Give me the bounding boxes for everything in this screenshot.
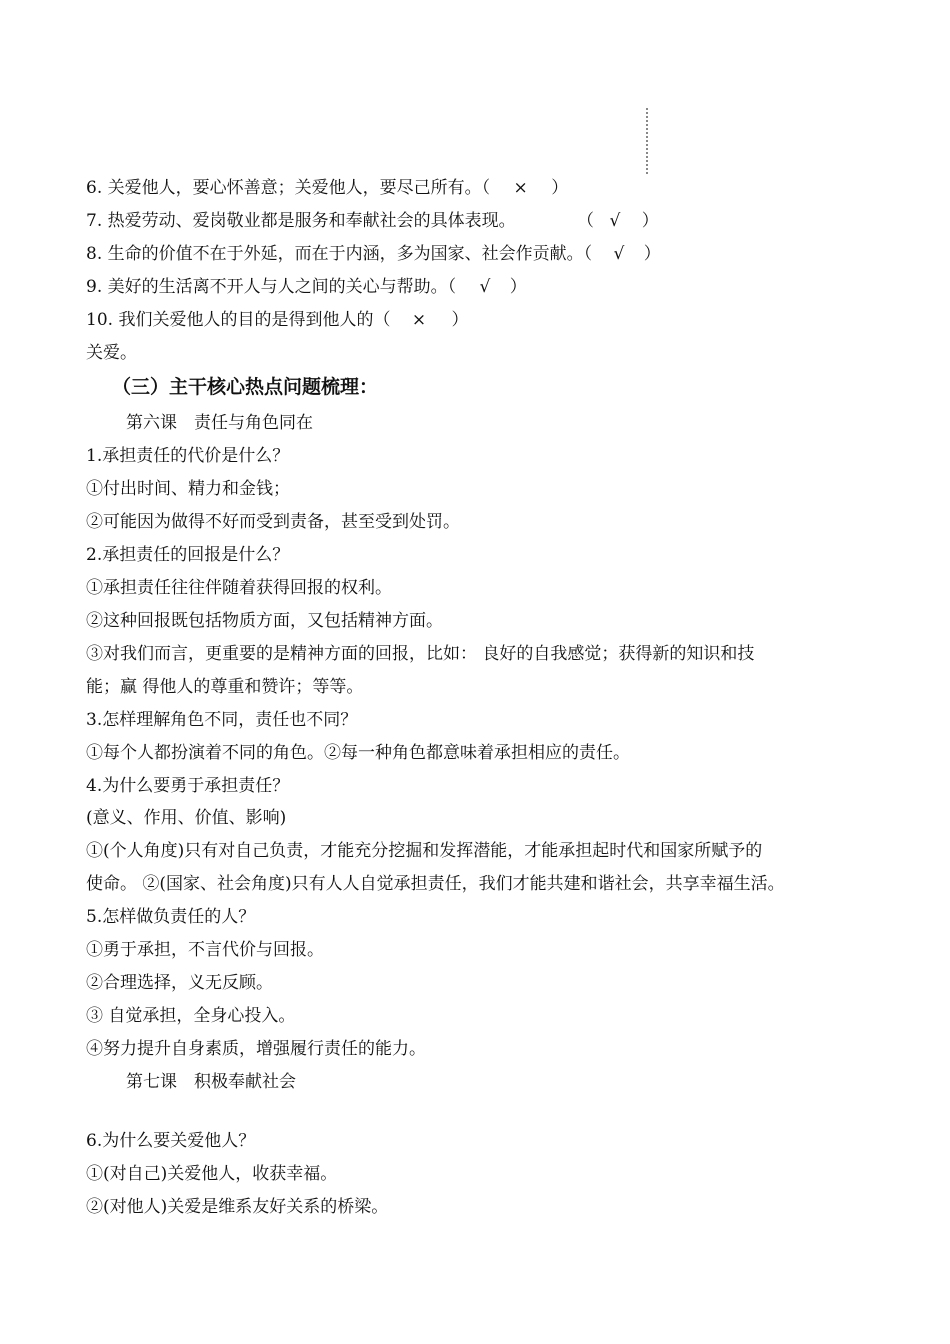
text-line: ②可能因为做得不好而受到责备，甚至受到处罚。: [86, 512, 460, 532]
judge-item: 10. 我们关爱他人的目的是得到他人的（ × ）: [86, 310, 469, 330]
text-line: 1.承担责任的代价是什么？: [86, 446, 290, 466]
judge-tail: 关爱。: [86, 343, 137, 363]
text-line: ④努力提升自身素质，增强履行责任的能力。: [86, 1039, 426, 1059]
text-line: ①每个人都扮演着不同的角色。②每一种角色都意味着承担相应的责任。: [86, 743, 630, 763]
judge-item: 9. 美好的生活离不开人与人之间的关心与帮助。（ √ ）: [86, 277, 527, 297]
text-line: 3.怎样理解角色不同，责任也不同？: [86, 710, 358, 730]
text-line: 5.怎样做负责任的人？: [86, 907, 256, 927]
text-line: 4.为什么要勇于承担责任？: [86, 776, 290, 796]
text-line: 能；赢 得他人的尊重和赞许；等等。: [86, 677, 364, 697]
judge-mark: √: [613, 244, 625, 264]
judge-mark: √: [609, 211, 621, 231]
text-line: ②合理选择，义无反顾。: [86, 973, 273, 993]
text-line: 2.承担责任的回报是什么？: [86, 545, 290, 565]
text-line: ②这种回报既包括物质方面，又包括精神方面。: [86, 611, 443, 631]
judge-mark: √: [479, 277, 491, 297]
judge-item: 8. 生命的价值不在于外延，而在于内涵，多为国家、社会作贡献。（ √ ）: [86, 244, 661, 264]
lesson-title: 第六课 责任与角色同在: [126, 413, 313, 433]
text-line: 使命。 ②(国家、社会角度)只有人人自觉承担责任，我们才能共建和谐社会，共享幸福生活。: [86, 874, 785, 894]
text-line: ①付出时间、精力和金钱；: [86, 479, 290, 499]
section-heading: （三）主干核心热点问题梳理：: [112, 376, 379, 398]
judge-mark: ×: [411, 310, 427, 330]
text-line: ①(对自己)关爱他人，收获幸福。: [86, 1164, 338, 1184]
judge-item: 7. 热爱劳动、爱岗敬业都是服务和奉献社会的具体表现。 （ √ ）: [86, 211, 659, 231]
text-line: ③ 自觉承担，全身心投入。: [86, 1006, 296, 1026]
lesson-title: 第七课 积极奉献社会: [126, 1072, 296, 1092]
judge-mark: ×: [513, 178, 528, 198]
text-line: 6.为什么要关爱他人？: [86, 1131, 256, 1151]
text-line: ①勇于承担，不言代价与回报。: [86, 940, 324, 960]
judge-item: 6. 关爱他人，要心怀善意；关爱他人，要尽己所有。（ × ）: [86, 178, 569, 198]
text-line: ③对我们而言，更重要的是精神方面的回报，比如： 良好的自我感觉；获得新的知识和技: [86, 644, 755, 664]
text-line: (意义、作用、价值、影响): [86, 808, 287, 828]
dotted-mark: [646, 108, 650, 174]
text-line: ①(个人角度)只有对自己负责，才能充分挖掘和发挥潜能，才能承担起时代和国家所赋予的: [86, 841, 763, 861]
text-line: ①承担责任往往伴随着获得回报的权利。: [86, 578, 392, 598]
text-line: ②(对他人)关爱是维系友好关系的桥梁。: [86, 1197, 389, 1217]
